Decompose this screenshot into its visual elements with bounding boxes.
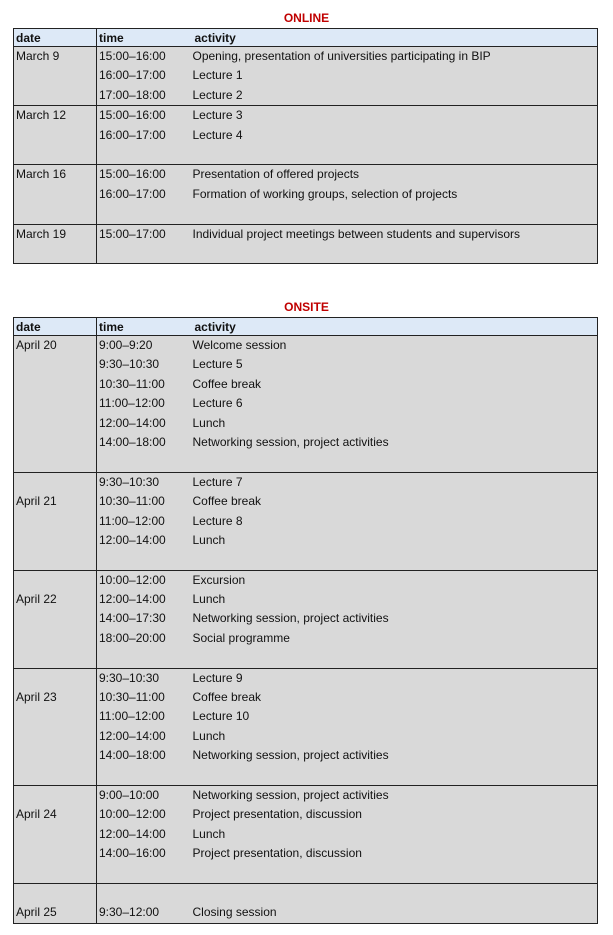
date-label: April 22 bbox=[16, 592, 57, 607]
time-cell bbox=[97, 570, 195, 668]
online-schedule-table bbox=[13, 28, 598, 264]
activity-label: Lecture 6 bbox=[192, 396, 243, 411]
activity-label: Lunch bbox=[192, 728, 226, 743]
date-cell bbox=[14, 336, 97, 473]
date-cell bbox=[14, 570, 97, 668]
time-cell bbox=[97, 472, 195, 570]
time-cell bbox=[97, 785, 195, 883]
activity-cell bbox=[192, 165, 598, 224]
table-row bbox=[14, 785, 598, 883]
time-cell bbox=[97, 47, 195, 106]
table-row bbox=[14, 224, 598, 264]
time-range: 10:00–12:00 bbox=[99, 572, 166, 587]
time-range: 15:00–17:00 bbox=[99, 226, 166, 241]
time-range: 14:00–18:00 bbox=[99, 748, 166, 763]
time-range: 9:30–10:30 bbox=[99, 474, 160, 489]
activity-cell bbox=[192, 785, 598, 883]
activity-label: Lecture 4 bbox=[192, 127, 243, 142]
time-range: 16:00–17:00 bbox=[99, 127, 166, 142]
activity-label: Lecture 7 bbox=[192, 474, 243, 489]
activity-label: Networking session, project activities bbox=[192, 611, 389, 626]
time-range: 10:00–12:00 bbox=[99, 807, 166, 822]
time-cell bbox=[97, 165, 195, 224]
activity-label: Welcome session bbox=[192, 338, 287, 352]
time-range: 15:00–16:00 bbox=[99, 108, 166, 123]
time-range: 11:00–12:00 bbox=[99, 513, 165, 528]
activity-label: Lecture 8 bbox=[192, 513, 243, 528]
date-cell bbox=[14, 668, 97, 785]
time-cell bbox=[97, 224, 195, 264]
time-column-header: time bbox=[97, 318, 195, 336]
time-range: 16:00–17:00 bbox=[99, 186, 166, 201]
time-range: 9:30–10:30 bbox=[99, 357, 160, 372]
activity-cell bbox=[192, 47, 598, 106]
onsite-section-title: ONSITE bbox=[284, 300, 329, 314]
activity-label: Lecture 1 bbox=[192, 68, 243, 83]
table-row bbox=[14, 106, 598, 165]
time-range: 15:00–16:00 bbox=[99, 167, 166, 182]
table-row bbox=[14, 47, 598, 106]
date-label: April 25 bbox=[16, 905, 57, 920]
activity-column-header: activity bbox=[195, 318, 598, 336]
activity-cell bbox=[192, 106, 598, 165]
date-label: March 19 bbox=[16, 226, 67, 241]
table-row bbox=[14, 668, 598, 785]
time-range: 14:00–16:00 bbox=[99, 846, 166, 861]
activity-label: Networking session, project activities bbox=[192, 434, 389, 449]
time-range: 14:00–17:30 bbox=[99, 611, 166, 626]
date-column-header: date bbox=[14, 29, 97, 47]
time-range: 11:00–12:00 bbox=[99, 709, 165, 724]
activity-label: Individual project meetings between students and supervisors bbox=[192, 226, 521, 241]
date-label: April 23 bbox=[16, 690, 57, 705]
date-cell bbox=[14, 785, 97, 883]
activity-label: Coffee break bbox=[192, 494, 261, 509]
time-range: 14:00–18:00 bbox=[99, 434, 166, 449]
time-range: 15:00–16:00 bbox=[99, 49, 166, 63]
activity-cell bbox=[192, 883, 598, 923]
time-range: 9:30–12:00 bbox=[99, 905, 160, 920]
activity-label: Project presentation, discussion bbox=[192, 807, 362, 822]
table-row bbox=[14, 472, 598, 570]
online-schedule-body bbox=[14, 47, 598, 264]
date-label: April 20 bbox=[16, 338, 57, 352]
activity-label: Lecture 5 bbox=[192, 357, 243, 372]
activity-label: Lecture 10 bbox=[192, 709, 250, 724]
time-cell bbox=[97, 668, 195, 785]
time-range: 12:00–14:00 bbox=[99, 728, 166, 743]
date-cell bbox=[14, 224, 97, 264]
date-label: March 12 bbox=[16, 108, 67, 123]
time-range: 11:00–12:00 bbox=[99, 396, 165, 411]
activity-cell bbox=[192, 336, 598, 473]
table-row bbox=[14, 336, 598, 473]
activity-cell bbox=[192, 224, 598, 264]
activity-column-header: activity bbox=[195, 29, 598, 47]
date-cell bbox=[14, 165, 97, 224]
activity-label: Coffee break bbox=[192, 690, 261, 705]
time-range: 12:00–14:00 bbox=[99, 592, 166, 607]
activity-label: Lecture 2 bbox=[192, 87, 243, 102]
time-range: 16:00–17:00 bbox=[99, 68, 166, 83]
activity-cell bbox=[192, 472, 598, 570]
activity-label: Networking session, project activities bbox=[192, 748, 389, 763]
time-cell bbox=[97, 106, 195, 165]
time-range: 10:30–11:00 bbox=[99, 690, 165, 705]
date-label: March 16 bbox=[16, 167, 67, 182]
activity-label: Lunch bbox=[192, 532, 226, 547]
online-section-title: ONLINE bbox=[283, 11, 330, 25]
table-header-row bbox=[14, 29, 598, 47]
activity-label: Project presentation, discussion bbox=[192, 846, 362, 861]
time-range: 10:30–11:00 bbox=[99, 376, 165, 391]
activity-label: Excursion bbox=[192, 572, 246, 587]
activity-label: Presentation of offered projects bbox=[192, 167, 360, 182]
activity-label: Social programme bbox=[192, 630, 290, 645]
activity-label: Coffee break bbox=[192, 376, 261, 391]
date-cell bbox=[14, 106, 97, 165]
time-range: 12:00–14:00 bbox=[99, 532, 166, 547]
activity-label: Formation of working groups, selection of projects bbox=[192, 186, 458, 201]
time-range: 18:00–20:00 bbox=[99, 630, 166, 645]
activity-label: Lunch bbox=[192, 826, 226, 841]
activity-label: Closing session bbox=[192, 905, 277, 920]
time-range: 9:30–10:30 bbox=[99, 670, 160, 685]
time-range: 17:00–18:00 bbox=[99, 87, 166, 102]
activity-label: Lunch bbox=[192, 592, 226, 607]
onsite-schedule-table bbox=[13, 317, 598, 924]
time-cell bbox=[97, 336, 195, 473]
table-row bbox=[14, 165, 598, 224]
onsite-schedule-body bbox=[14, 336, 598, 924]
activity-cell bbox=[192, 570, 598, 668]
time-range: 9:00–10:00 bbox=[99, 787, 160, 802]
date-cell bbox=[14, 472, 97, 570]
time-column-header: time bbox=[97, 29, 195, 47]
time-range: 10:30–11:00 bbox=[99, 494, 165, 509]
date-cell bbox=[14, 47, 97, 106]
activity-label: Lecture 9 bbox=[192, 670, 243, 685]
date-label: April 21 bbox=[16, 494, 57, 509]
date-cell bbox=[14, 883, 97, 923]
table-header-row bbox=[14, 318, 598, 336]
date-column-header: date bbox=[14, 318, 97, 336]
activity-label: Opening, presentation of universities participating in BIP bbox=[192, 49, 491, 63]
date-label: April 24 bbox=[16, 807, 57, 822]
time-range: 12:00–14:00 bbox=[99, 415, 166, 430]
activity-label: Networking session, project activities bbox=[192, 787, 389, 802]
time-range: 9:00–9:20 bbox=[99, 338, 153, 352]
activity-cell bbox=[192, 668, 598, 785]
table-row bbox=[14, 883, 598, 923]
time-cell bbox=[97, 883, 195, 923]
activity-label: Lecture 3 bbox=[192, 108, 243, 123]
activity-label: Lunch bbox=[192, 415, 226, 430]
time-range: 12:00–14:00 bbox=[99, 826, 166, 841]
date-label: March 9 bbox=[16, 49, 60, 63]
table-row bbox=[14, 570, 598, 668]
